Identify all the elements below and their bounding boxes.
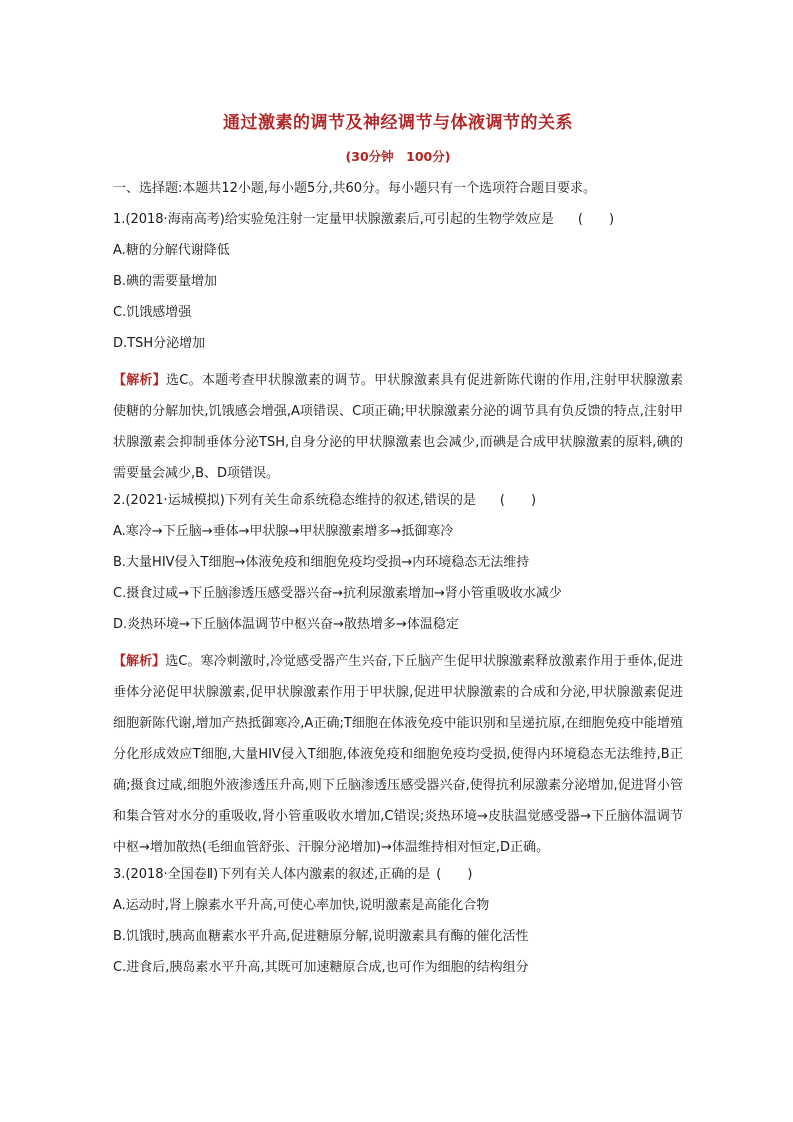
question-3-option-b: B.饥饿时,胰高血糖素水平升高,促进糖原分解,说明激素具有酶的催化活性 (113, 929, 529, 944)
question-3-stem (113, 865, 683, 885)
analysis-label: 【解析】 (113, 373, 167, 388)
page-title: 通过激素的调节及神经调节与体液调节的关系 (223, 113, 573, 133)
question-2-stem (113, 491, 683, 511)
question-3-blank: ( ) (436, 867, 473, 882)
question-2-blank: ( ) (499, 493, 537, 508)
question-2-analysis-text: 选C。寒冷刺激时,冷觉感受器产生兴奋,下丘脑产生促甲状腺激素释放激素作用于垂体,促进垂体分泌促甲状腺激素,促甲状腺激素作用于甲状腺,促进甲状腺激素的合成和分泌,甲状腺激素促进细胞新陈代谢,增加产热抵御寒冷,A正确;T细胞在体液免疫中能识别和呈递抗原,在细胞免疫中能增殖分化形成效应T细胞,大量HIV侵入T细胞,体液免疫和细胞免疫均受损,使得内环境稳态无法维持,B正确;摄食过咸,细胞外液渗透压升高,则下丘脑渗透压感受器兴奋,使得抗利尿激素分泌增加,促进肾小管和集合管对水分的重吸收,肾小管重吸收水增加,C错误;炎热环境→皮肤温觉感受器→下丘脑体温调节中枢→增加散热(毛细血管舒张、汗腺分泌增加)→体温维持相对恒定,D正确。 (113, 654, 683, 855)
question-1-text: 1.(2018·海南高考)给实验兔注射一定量甲状腺激素后,可引起的生物学效应是 (113, 212, 554, 227)
question-2-option-b: B.大量HIV侵入T细胞→体液免疫和细胞免疫均受损→内环境稳态无法维持 (113, 555, 530, 570)
analysis-label: 【解析】 (113, 654, 166, 669)
question-2-text: 2.(2021·运城模拟)下列有关生命系统稳态维持的叙述,错误的是 (113, 493, 476, 508)
question-2-option-a: A.寒冷→下丘脑→垂体→甲状腺→甲状腺激素增多→抵御寒冷 (113, 524, 454, 539)
question-2-option-c: C.摄食过咸→下丘脑渗透压感受器兴奋→抗利尿激素增加→肾小管重吸收水减少 (113, 586, 562, 601)
question-3-option-a: A.运动时,肾上腺素水平升高,可使心率加快,说明激素是高能化合物 (113, 898, 490, 913)
question-3-text: 3.(2018·全国卷Ⅱ)下列有关人体内激素的叙述,正确的是 (113, 867, 431, 882)
question-1-option-a: A.糖的分解代谢降低 (113, 243, 230, 258)
question-1-analysis-text: 选C。本题考查甲状腺激素的调节。甲状腺激素具有促进新陈代谢的作用,注射甲状腺激素使糖的分解加快,饥饿感会增强,A项错误、C项正确;甲状腺激素分泌的调节具有负反馈的特点,注射甲状腺激素会抑制垂体分泌TSH,自身分泌的甲状腺激素也会减少,而碘是合成甲状腺激素的原料,碘的需要量会减少,B、D项错误。 (113, 373, 683, 481)
document-body (113, 100, 683, 989)
page-subtitle: (30分钟 100分) (345, 149, 451, 164)
question-1-option-d: D.TSH分泌增加 (113, 336, 206, 351)
section-heading: 一、选择题:本题共12小题,每小题5分,共60分。每小题只有一个选项符合题目要求。 (113, 181, 596, 196)
question-2-option-d: D.炎热环境→下丘脑体温调节中枢兴奋→散热增多→体温稳定 (113, 617, 459, 632)
question-3-option-c: C.进食后,胰岛素水平升高,其既可加速糖原合成,也可作为细胞的结构组分 (113, 960, 529, 975)
question-1-analysis (113, 365, 683, 489)
question-1-option-b: B.碘的需要量增加 (113, 274, 218, 289)
question-2-analysis (113, 646, 683, 863)
question-1-blank: ( ) (577, 212, 615, 227)
question-1-stem (113, 210, 683, 230)
question-1-option-c: C.饥饿感增强 (113, 305, 192, 320)
